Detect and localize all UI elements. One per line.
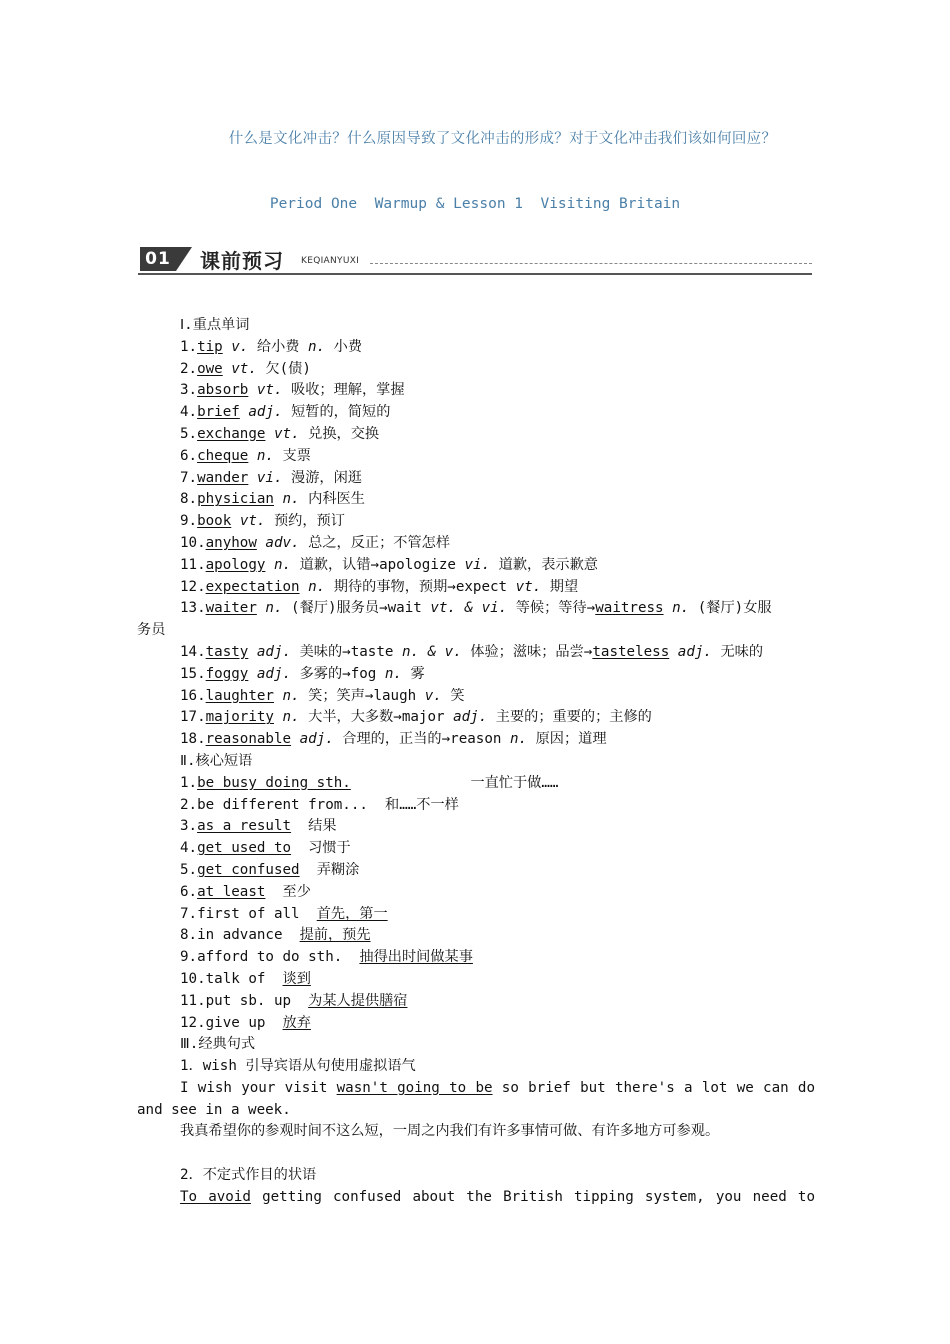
item-number: 5.	[180, 425, 198, 442]
section-heading-sentences: Ⅲ.经典句式	[180, 1036, 256, 1053]
definition: 大半，大多数→major	[299, 709, 454, 726]
item-number: 11.	[180, 992, 206, 1009]
phrase-english: first of all	[197, 905, 300, 922]
sentence-pattern-1-example: I wish your visit wasn't going to be so brief but there's a lot we can do	[180, 1079, 816, 1096]
vocab-item	[137, 359, 815, 381]
vocab-item	[137, 664, 815, 686]
definition: (餐厅)服务员→wait	[282, 600, 431, 617]
sentence-pattern-1-title: 1．wish 引导宾语从句使用虚拟语气	[180, 1058, 416, 1075]
section-heading-phrases: Ⅱ.核心短语	[180, 752, 253, 769]
item-number: 10.	[180, 534, 206, 551]
definition: 道歉，认错→apologize	[291, 556, 465, 573]
part-of-speech: v.	[424, 687, 442, 704]
vocab-word: absorb	[197, 382, 249, 399]
guiding-question: 什么是文化冲击？什么原因导致了文化冲击的形成？对于文化冲击我们该如何回应？	[228, 131, 777, 147]
phrase-item	[137, 991, 815, 1013]
vocab-word: anyhow	[205, 534, 257, 551]
vocab-word: cheque	[197, 447, 249, 464]
phrase-item	[137, 1013, 815, 1035]
part-of-speech: adj.	[248, 404, 283, 421]
phrase-meaning: 和……不一样	[385, 796, 459, 813]
part-of-speech: adj.	[677, 643, 712, 660]
item-number: 11.	[180, 556, 206, 573]
part-of-speech: vt.	[239, 513, 266, 530]
banner-pinyin: KEQIANYUXI	[301, 256, 360, 266]
spacer	[291, 840, 308, 856]
phrase-meaning: 谈到	[282, 970, 311, 987]
definition: 无味的	[711, 643, 764, 660]
spacer	[283, 927, 300, 943]
phrase-meaning: 结果	[308, 818, 337, 835]
spacer	[300, 862, 317, 878]
vocab-word: foggy	[205, 665, 249, 682]
vocab-item	[137, 446, 815, 468]
definition: 短暂的，简短的	[282, 404, 391, 421]
part-of-speech: n.	[273, 556, 292, 573]
part-of-speech: n.	[509, 731, 528, 748]
vocab-word: tip	[197, 338, 223, 355]
vocab-item	[137, 533, 815, 555]
part-of-speech: adj.	[299, 731, 334, 748]
item-number: 17.	[180, 709, 206, 726]
phrase-english: talk of	[205, 970, 266, 987]
vocab-item	[137, 489, 815, 511]
definition: 原因；道理	[527, 731, 607, 748]
item-number: 4.	[180, 404, 198, 421]
vocab-item	[137, 555, 815, 577]
definition: 欠(债)	[256, 360, 311, 377]
item-number: 1.	[180, 338, 198, 355]
section-heading-vocab: Ⅰ.重点单词	[180, 317, 250, 333]
phrase-english: afford to do sth.	[197, 949, 343, 966]
item-number: 5.	[180, 861, 198, 878]
phrase-meaning: 一直忙于做……	[470, 774, 559, 791]
vocab-item	[137, 729, 815, 751]
part-of-speech: n.	[282, 491, 300, 508]
part-of-speech: vi.	[256, 469, 283, 486]
vocab-item	[137, 402, 815, 424]
definition: 总之，反正；不管怎样	[299, 534, 451, 551]
definition: 内科医生	[299, 491, 365, 508]
item-number: 9.	[180, 513, 198, 530]
vocab-item	[137, 598, 815, 620]
phrase-english: get confused	[197, 861, 300, 878]
part-of-speech: n.	[308, 338, 326, 355]
item-number: 6.	[180, 447, 198, 464]
vocab-item	[137, 511, 815, 533]
spacer	[265, 1015, 282, 1031]
part-of-speech: adj.	[453, 709, 488, 726]
vocab-word: expectation	[205, 578, 300, 595]
part-of-speech: adj.	[256, 665, 292, 682]
phrase-meaning: 为某人提供膳宿	[308, 992, 408, 1009]
part-of-speech: vt.	[256, 382, 283, 399]
vocab-word: brief	[197, 404, 240, 421]
part-of-speech: n.	[256, 447, 274, 464]
vocab-item	[137, 642, 815, 664]
banner-underline	[138, 273, 812, 275]
phrase-meaning: 提前，预先	[299, 927, 371, 944]
vocab-word: laughter	[205, 687, 274, 704]
phrase-english: put sb. up	[205, 992, 292, 1009]
part-of-speech: n. & v.	[401, 643, 462, 660]
spacer	[300, 906, 317, 922]
spacer	[137, 1143, 815, 1165]
vocab-item	[137, 686, 815, 708]
vocab-word: wander	[197, 469, 249, 486]
definition: 漫游，闲逛	[282, 469, 362, 486]
banner-number-tab	[176, 247, 192, 271]
vocab-item	[137, 577, 815, 599]
part-of-speech: v.	[231, 338, 249, 355]
sentence-pattern-2-title: 2．不定式作目的状语	[180, 1167, 317, 1184]
item-number: 7.	[180, 469, 198, 486]
phrase-english: give up	[205, 1014, 266, 1031]
part-of-speech: n.	[384, 665, 402, 682]
definition: 雾	[401, 665, 425, 682]
part-of-speech: vi.	[464, 556, 491, 573]
item-number: 3.	[180, 382, 198, 399]
item-number: 2.	[180, 796, 198, 813]
spacer	[291, 818, 308, 834]
definition: 笑；笑声→laugh	[299, 687, 425, 704]
banner-dashed-rule	[370, 263, 812, 264]
phrase-english: as a result	[197, 818, 292, 835]
sentence-pattern-2-example: To avoid getting confused about the British tipping system, you need to	[180, 1188, 815, 1205]
part-of-speech: vt.	[273, 425, 300, 442]
banner-title: 课前预习	[200, 249, 284, 273]
definition: 笑	[441, 687, 465, 704]
vocab-item	[137, 707, 815, 729]
phrase-item	[137, 860, 815, 882]
item-number: 6.	[180, 883, 198, 900]
item-number: 14.	[180, 643, 206, 660]
vocab-item	[137, 424, 815, 446]
vocab-word: exchange	[197, 425, 266, 442]
item-number: 3.	[180, 818, 198, 835]
sentence-pattern-1-example-cont: and see in a week.	[137, 1101, 291, 1118]
phrase-item	[137, 816, 815, 838]
part-of-speech: n.	[265, 600, 283, 617]
vocab-item	[137, 337, 815, 359]
item-number: 8.	[180, 927, 198, 944]
part-of-speech: n.	[282, 687, 300, 704]
definition: 支票	[273, 447, 311, 464]
phrase-item	[137, 838, 815, 860]
period-title: Period One Warmup & Lesson 1 Visiting Britain	[269, 196, 681, 212]
phrase-meaning: 弄糊涂	[316, 861, 360, 878]
part-of-speech: vt. & vi.	[430, 600, 508, 617]
definition: (餐厅)女服	[689, 600, 772, 617]
vocab-word: owe	[197, 360, 223, 377]
definition: 预约，预订	[265, 513, 345, 530]
part-of-speech: vt.	[231, 360, 257, 377]
item-number: 16.	[180, 687, 206, 704]
item-number: 13.	[180, 600, 206, 617]
definition: 期望	[541, 578, 579, 595]
vocab-word: majority	[205, 709, 274, 726]
definition: 体验；滋味；品尝→	[461, 643, 593, 660]
sentence-pattern-1-translation: 我真希望你的参观时间不这么短，一周之内我们有许多事情可做、有许多地方可参观。	[180, 1123, 720, 1140]
definition: 道歉，表示歉意	[490, 556, 598, 573]
definition: 合理的，正当的→reason	[333, 731, 510, 748]
item-number: 2.	[180, 360, 198, 377]
item-number: 18.	[180, 731, 206, 748]
phrase-item	[137, 795, 815, 817]
spacer	[368, 797, 385, 813]
phrase-english: in advance	[197, 927, 283, 944]
vocab-item	[137, 380, 815, 402]
part-of-speech: n.	[672, 600, 690, 617]
worksheet-content	[137, 315, 815, 1209]
item-number: 4.	[180, 840, 198, 857]
part-of-speech: n.	[282, 709, 300, 726]
item-number: 9.	[180, 949, 198, 966]
phrase-english: get used to	[197, 840, 292, 857]
definition: 美味的→taste	[291, 643, 402, 660]
item-number: 8.	[180, 491, 198, 508]
phrase-item	[137, 947, 815, 969]
item-number: 7.	[180, 905, 198, 922]
item-number: 12.	[180, 1014, 206, 1031]
vocab-word: tasty	[205, 643, 249, 660]
spacer	[342, 949, 359, 965]
spacer	[265, 884, 282, 900]
section-banner	[138, 244, 812, 276]
part-of-speech: adj.	[256, 643, 292, 660]
phrase-meaning: 首先，第一	[316, 905, 388, 922]
definition: 小费	[325, 338, 363, 355]
vocab-word: waiter	[205, 600, 257, 617]
spacer	[265, 971, 282, 987]
phrase-item	[137, 882, 815, 904]
definition: 吸收；理解，掌握	[282, 382, 405, 399]
vocab-word: reasonable	[205, 731, 292, 748]
part-of-speech: adv.	[265, 534, 300, 551]
phrase-item	[137, 969, 815, 991]
phrase-english: at least	[197, 883, 266, 900]
item-number: 1.	[180, 774, 198, 791]
part-of-speech: vt.	[515, 578, 542, 595]
item-number: 10.	[180, 970, 206, 987]
definition: 兑换，交换	[299, 425, 380, 442]
item-number: 12.	[180, 578, 206, 595]
spacer	[291, 993, 308, 1009]
phrase-english: be different from...	[197, 796, 368, 813]
item-number: 15.	[180, 665, 206, 682]
phrase-item	[137, 904, 815, 926]
phrase-meaning: 放弃	[282, 1014, 311, 1031]
phrase-list	[137, 773, 815, 1035]
phrase-meaning: 至少	[282, 883, 311, 900]
phrase-item	[137, 773, 815, 795]
vocab-item	[137, 468, 815, 490]
vocab-item-continuation: 务员	[137, 622, 166, 639]
vocab-list	[137, 337, 815, 751]
vocab-derived-word: waitress	[595, 600, 664, 617]
phrase-item	[137, 925, 815, 947]
definition: 多雾的→fog	[291, 665, 385, 682]
vocab-word: physician	[197, 491, 274, 508]
phrase-english: be busy doing sth.	[197, 774, 351, 791]
definition: 期待的事物，预期→expect	[325, 578, 516, 595]
spacer	[351, 775, 471, 791]
definition: 等候；等待→	[507, 600, 596, 617]
definition: 主要的；重要的；主修的	[487, 709, 652, 726]
definition: 给小费	[248, 338, 309, 355]
vocab-word: apology	[205, 556, 266, 573]
phrase-meaning: 抽得出时间做某事	[359, 949, 473, 966]
banner-number: 01	[140, 247, 176, 271]
vocab-word: book	[197, 513, 232, 530]
part-of-speech: n.	[308, 578, 326, 595]
vocab-derived-word: tasteless	[592, 643, 670, 660]
phrase-meaning: 习惯于	[308, 840, 351, 857]
